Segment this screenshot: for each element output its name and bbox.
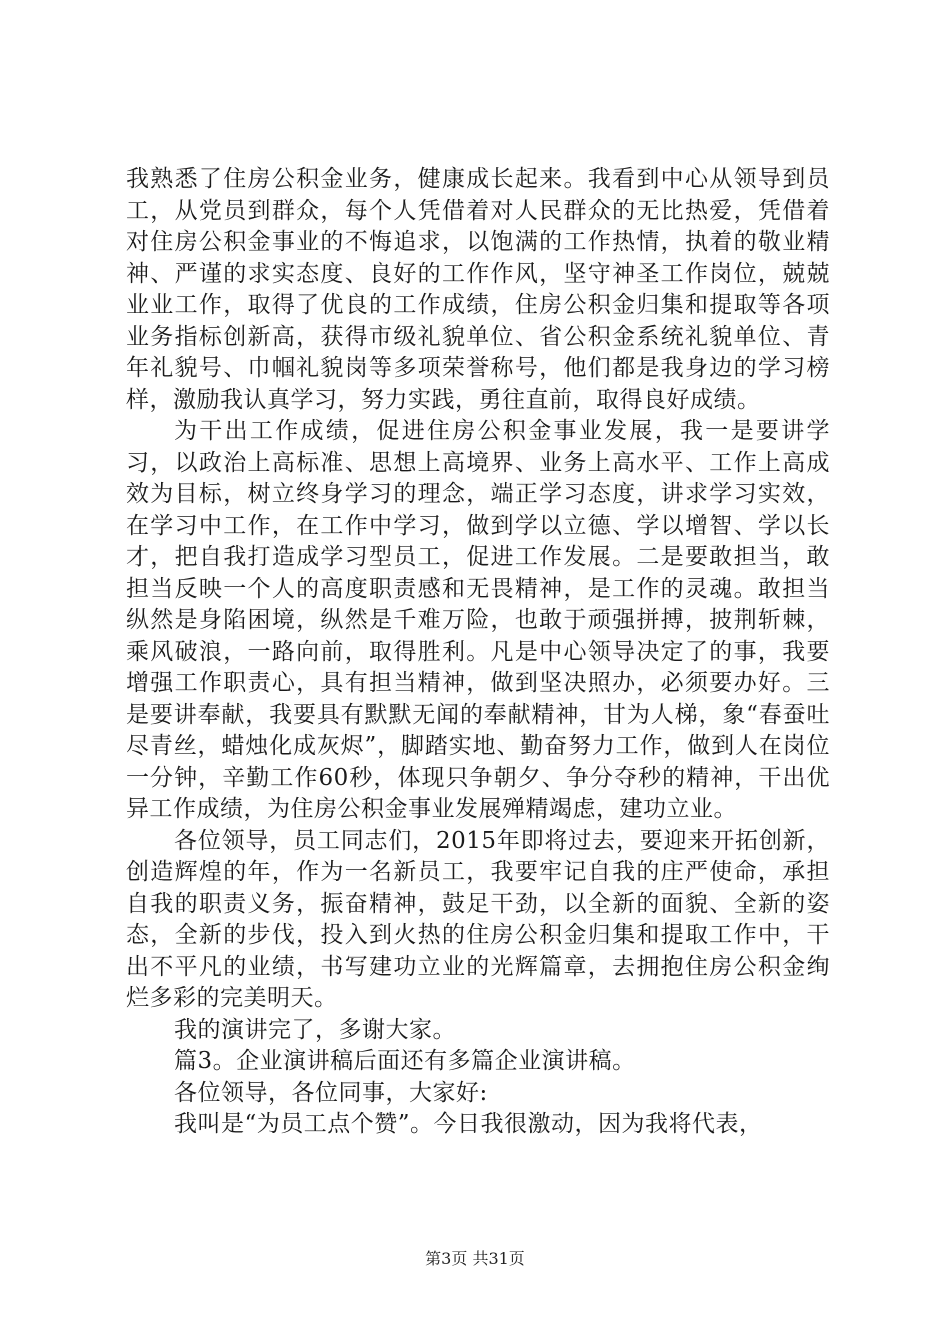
paragraph-3: 各位领导，员工同志们，2015年即将过去，要迎来开拓创新，创造辉煌的年，作为一名新员工，我要牢记自我的庄严使命，承担自我的职责义务，振奋精神，鼓足干劲，以全新的面貌、全新的姿态，全新的步伐，投入到火热的住房公积金归集和提取工作中，干出不平凡的业绩，书写建功立业的光辉篇章，去拥抱住房公积金绚烂多彩的完美明天。: [126, 827, 830, 1011]
paragraph-7: 我叫是“为员工点个赞”。今日我很激动，因为我将代表，: [174, 1111, 763, 1137]
paragraph-6: 各位领导，各位同事，大家好:: [174, 1079, 488, 1106]
paragraph-2: 为干出工作成绩，促进住房公积金事业发展，我一是要讲学习，以政治上高标准、思想上高境界、业务上高水平、工作上高成效为目标，树立终身学习的理念，端正学习态度，讲求学习实效，在学习中工作，在工作中学习，做到学以立德、学以增智、学以长才，把自我打造成学习型员工，促进工作发展。二是要敢担当，敢担当反映一个人的高度职责感和无畏精神，是工作的灵魂。敢担当纵然是身陷困境，纵然是千难万险，也敢于顽强拼搏，披荆斩棘，乘风破浪，一路向前，取得胜利。凡是中心领导决定了的事，我要增强工作职责心，具有担当精神，做到坚决照办，必须要办好。三是要讲奉献，我要具有默默无闻的奉献精神，甘为人梯，象“春蚕吐尽青丝，蜡烛化成灰烬”，脚踏实地、勤奋努力工作，做到人在岗位一分钟，辛勤工作60秒，体现只争朝夕、争分夺秒的精神，干出优异工作成绩，为住房公积金事业发展殚精竭虑，建功立业。: [126, 418, 830, 822]
document-body: [126, 164, 830, 1141]
paragraph-5: 篇3。企业演讲稿后面还有多篇企业演讲稿。: [174, 1048, 636, 1074]
paragraph-1: 我熟悉了住房公积金业务，健康成长起来。我看到中心从领导到员工，从党员到群众，每个人凭借着对人民群众的无比热爱，凭借着对住房公积金事业的不悔追求，以饱满的工作热情，执着的敬业精神、严谨的求实态度、良好的工作作风，坚守神圣工作岗位，兢兢业业工作，取得了优良的工作成绩，住房公积金归集和提取等各项业务指标创新高，获得市级礼貌单位、省公积金系统礼貌单位、青年礼貌号、巾帼礼貌岗等多项荣誉称号，他们都是我身边的学习榜样，激励我认真学习，努力实践，勇往直前，取得良好成绩。: [126, 166, 830, 413]
paragraph-4: 我的演讲完了，多谢大家。: [174, 1016, 456, 1043]
page-number-footer: 第3页 共31页: [425, 1249, 525, 1268]
